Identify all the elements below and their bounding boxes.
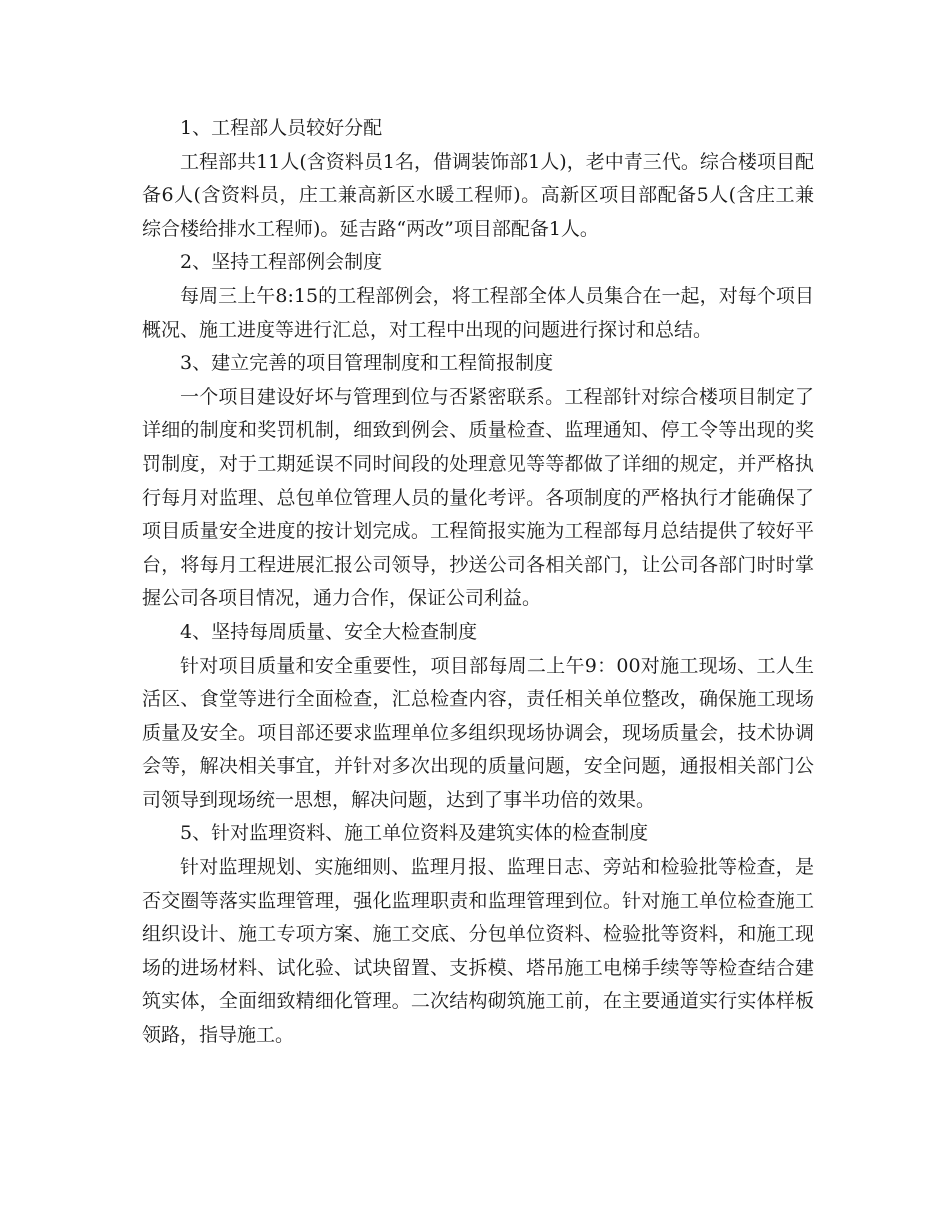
paragraph-inspection: 针对项目质量和安全重要性，项目部每周二上午9：00对施工现场、工人生活区、食堂等进行全面检查，汇总检查内容，责任相关单位整改，确保施工现场质量及安全。项目部还要求监理单位多组织现场协调会，现场质量会，技术协调会等，解决相关事宜，并针对多次出现的质量问题，安全问题，通报相关部门公司领导到现场统一思想，解决问题，达到了事半功倍的效果。 <box>142 654 814 811</box>
paragraph-documents-check: 针对监理规划、实施细则、监理月报、监理日志、旁站和检验批等检查，是否交圈等落实监理管理，强化监理职责和监理管理到位。针对施工单位检查施工组织设计、施工专项方案、施工交底、分包单位资料、检验批等资料，和施工现场的进场材料、试化验、试块留置、支拆模、塔吊施工电梯手续等等检查结合建筑实体，全面细致精细化管理。二次结构砌筑施工前，在主要通道实行实体样板领路，指导施工。 <box>142 856 814 1047</box>
section-heading-documents-check: 5、针对监理资料、施工单位资料及建筑实体的检查制度 <box>180 822 649 845</box>
paragraph-management-system: 一个项目建设好坏与管理到位与否紧密联系。工程部针对综合楼项目制定了详细的制度和奖罚机制，细致到例会、质量检查、监理通知、停工令等出现的奖罚制度，对于工期延误不同时间段的处理意见等等都做了详细的规定，并严格执行每月对监理、总包单位管理人员的量化考评。各项制度的严格执行才能确保了项目质量安全进度的按计划完成。工程简报实施为工程部每月总结提供了较好平台，将每月工程进展汇报公司领导，抄送公司各相关部门，让公司各部门时时掌握公司各项目情况，通力合作，保证公司利益。 <box>142 385 814 610</box>
section-heading-inspection: 4、坚持每周质量、安全大检查制度 <box>180 620 478 643</box>
paragraph-weekly-meeting: 每周三上午8:15的工程部例会，将工程部全体人员集合在一起，对每个项目概况、施工进度等进行汇总，对工程中出现的问题进行探讨和总结。 <box>142 284 814 341</box>
section-heading-staffing: 1、工程部人员较好分配 <box>180 117 383 139</box>
section-heading-management-system: 3、建立完善的项目管理制度和工程简报制度 <box>180 352 554 375</box>
section-heading-weekly-meeting: 2、坚持工程部例会制度 <box>180 251 383 274</box>
paragraph-staffing: 工程部共11人(含资料员1名，借调装饰部1人)，老中青三代。综合楼项目配备6人(含资料员，庄工兼高新区水暖工程师)。高新区项目部配备5人(含庄工兼综合楼给排水工程师)。延吉路“两改”项目部配备1人。 <box>142 150 814 240</box>
document-body <box>142 112 814 1053</box>
